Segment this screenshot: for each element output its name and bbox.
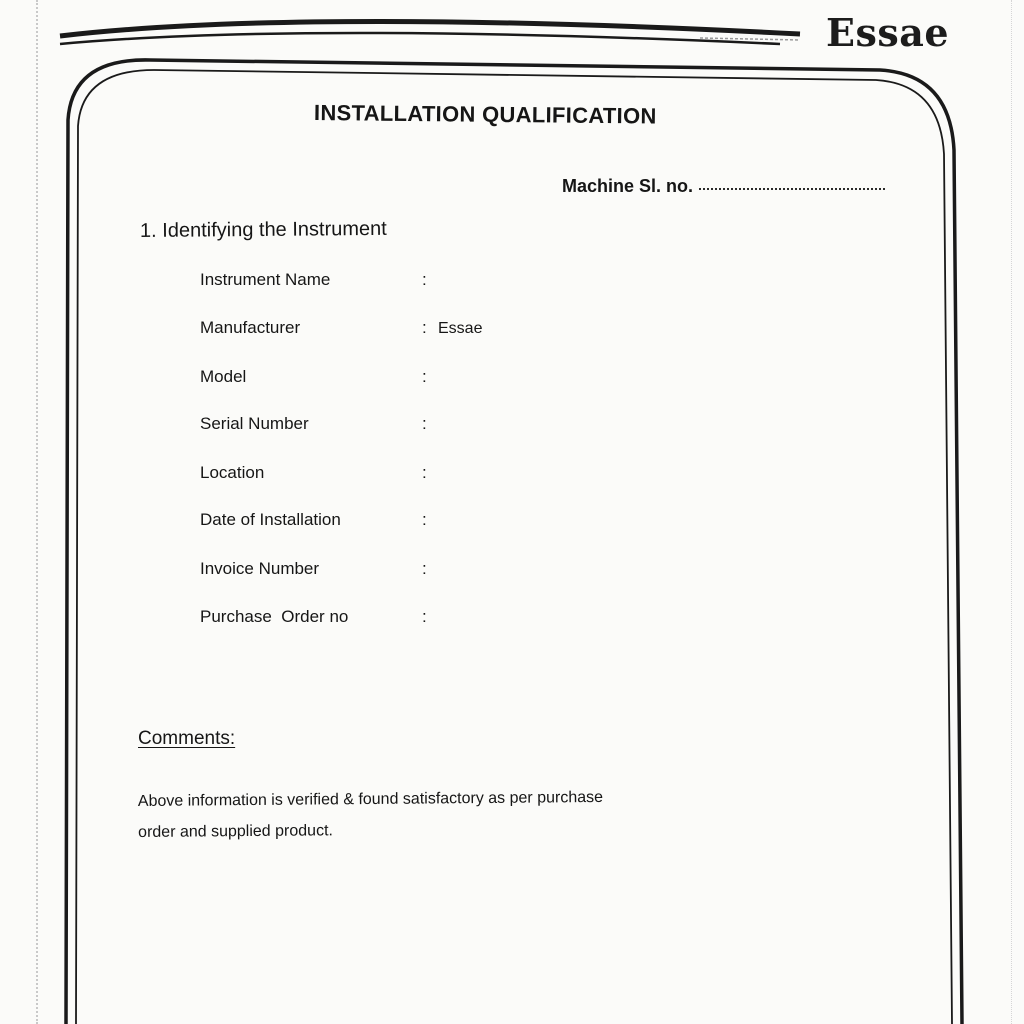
field-label: Serial Number bbox=[200, 414, 309, 433]
field-label: Model bbox=[200, 367, 247, 386]
comments-text bbox=[138, 781, 739, 848]
field-row-manufacturer bbox=[200, 318, 620, 342]
brand-logo: Essae bbox=[826, 10, 950, 55]
section-heading-identifying-instrument: 1. Identifying the Instrument bbox=[139, 217, 387, 242]
field-row-model bbox=[200, 367, 620, 391]
field-colon: : bbox=[422, 367, 427, 386]
field-row-serial-number bbox=[200, 414, 620, 438]
comments-text-line: order and supplied product. bbox=[138, 822, 333, 841]
machine-serial-field bbox=[562, 176, 885, 197]
machine-serial-label: Machine Sl. no. bbox=[562, 176, 694, 196]
field-colon: : bbox=[422, 559, 427, 578]
field-colon: : bbox=[422, 463, 427, 482]
comments-heading: Comments: bbox=[138, 728, 236, 749]
field-colon: : bbox=[422, 607, 427, 626]
field-label: Invoice Number bbox=[200, 559, 320, 578]
field-row-instrument-name bbox=[200, 270, 620, 294]
field-value: Essae bbox=[438, 320, 483, 337]
field-colon: : bbox=[422, 414, 427, 433]
field-label: Purchase Order no bbox=[200, 607, 349, 626]
field-row-invoice-number bbox=[200, 559, 620, 583]
field-colon: : bbox=[422, 318, 427, 337]
field-label: Location bbox=[200, 463, 265, 482]
machine-serial-blank-line bbox=[699, 186, 885, 190]
field-row-purchase-order-no bbox=[200, 607, 620, 631]
comments-text-line: Above information is verified & found satisfactory as per purchase bbox=[137, 788, 604, 811]
field-colon: : bbox=[422, 270, 427, 289]
field-colon: : bbox=[422, 510, 427, 529]
field-label: Instrument Name bbox=[200, 270, 331, 289]
field-label: Date of Installation bbox=[200, 510, 341, 529]
field-row-location bbox=[200, 463, 620, 487]
field-row-date-of-installation bbox=[200, 510, 620, 534]
field-label: Manufacturer bbox=[200, 318, 301, 337]
document-title: INSTALLATION QUALIFICATION bbox=[313, 100, 657, 129]
